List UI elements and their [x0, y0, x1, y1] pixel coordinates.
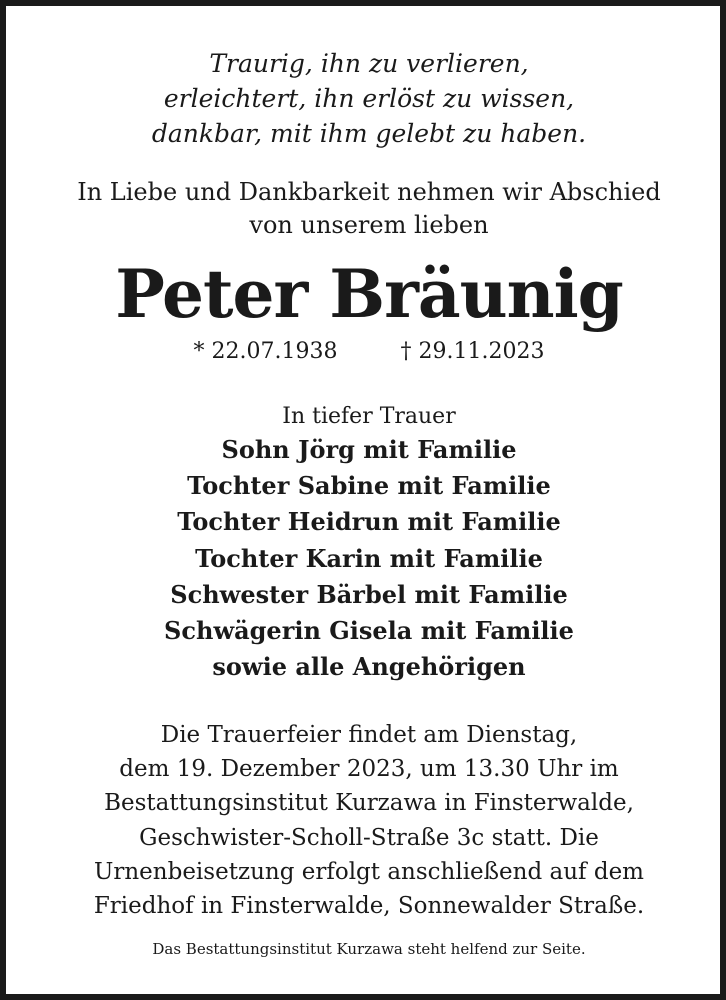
mourner-item: sowie alle Angehörigen: [212, 652, 526, 682]
motto-line: Traurig, ihn zu verlieren,: [209, 49, 529, 78]
service-line: Friedhof in Finsterwalde, Sonnewalder Straße.: [93, 893, 645, 920]
service-line: Die Trauerfeier findet am Dienstag,: [160, 722, 578, 748]
mourners-list: [6, 432, 726, 685]
mourner-item: Sohn Jörg mit Familie: [221, 435, 517, 464]
deceased-name: Peter Bräunig: [115, 255, 623, 333]
birth-date: * 22.07.1938: [193, 339, 338, 364]
mourner-item: Tochter Karin mit Familie: [195, 543, 543, 573]
mourners-intro: In tiefer Trauer: [282, 404, 456, 429]
farewell-intro: [6, 176, 726, 242]
service-line: Urnenbeisetzung erfolgt anschließend auf dem: [93, 858, 644, 885]
life-dates: [6, 337, 726, 367]
service-line: Bestattungsinstitut Kurzawa in Finsterwalde,: [104, 790, 634, 817]
mourner-item: Tochter Heidrun mit Familie: [177, 507, 561, 537]
death-date: † 29.11.2023: [400, 339, 545, 364]
motto-verse: [6, 46, 726, 151]
motto-line: erleichtert, ihn erlöst zu wissen,: [163, 84, 575, 113]
service-line: Geschwister-Scholl-Straße 3c statt. Die: [139, 824, 599, 851]
funeral-service-info: [6, 718, 726, 923]
service-line: dem 19. Dezember 2023, um 13.30 Uhr im: [119, 756, 619, 783]
mourner-item: Schwägerin Gisela mit Familie: [164, 616, 574, 646]
mourner-item: Tochter Sabine mit Familie: [187, 471, 551, 501]
mourner-item: Schwester Bärbel mit Familie: [170, 579, 568, 609]
intro-line: von unserem lieben: [249, 211, 489, 239]
funeral-home-note: Das Bestattungsinstitut Kurzawa steht helfend zur Seite.: [152, 940, 586, 958]
motto-line: dankbar, mit ihm gelebt zu haben.: [151, 119, 587, 148]
intro-line: In Liebe und Dankbarkeit nehmen wir Abschied: [77, 178, 661, 206]
